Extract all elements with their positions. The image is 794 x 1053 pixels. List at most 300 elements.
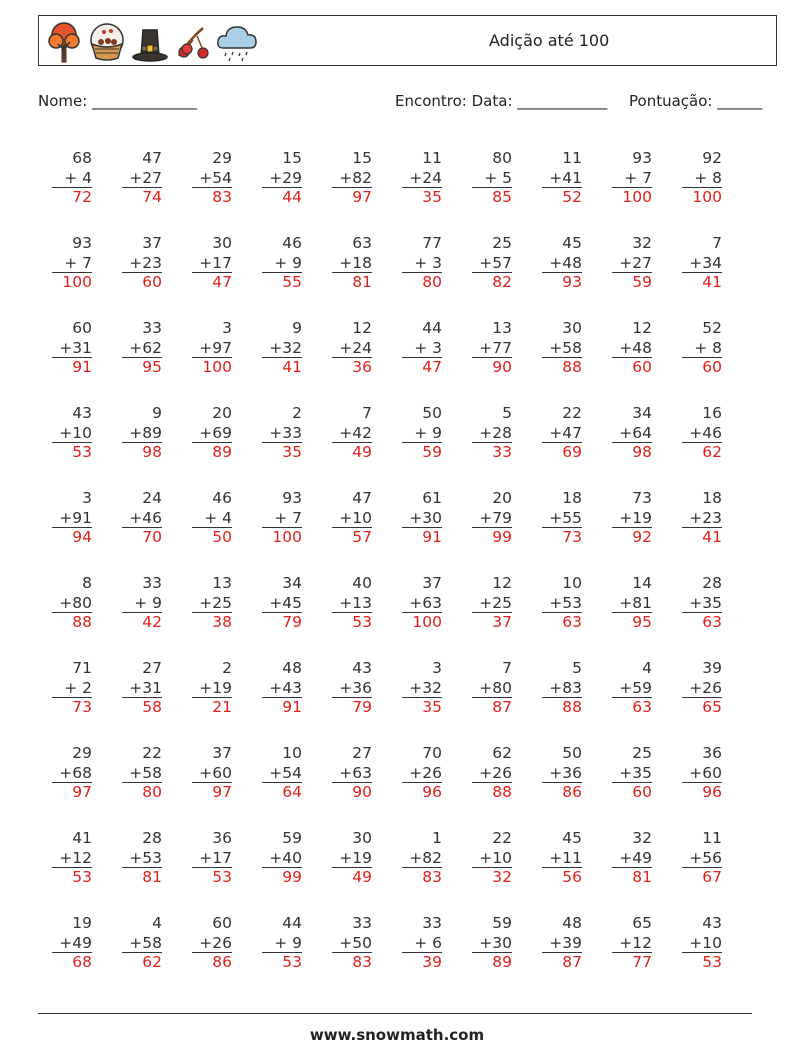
first-addend: 2 (292, 404, 302, 422)
first-addend: 10 (282, 744, 302, 762)
answer[interactable]: 81 (632, 868, 652, 886)
second-addend: +77 (479, 338, 512, 357)
first-addend: 50 (562, 744, 582, 762)
answer[interactable]: 60 (632, 358, 652, 376)
answer[interactable]: 68 (72, 953, 92, 971)
answer[interactable]: 77 (632, 953, 652, 971)
answer[interactable]: 95 (142, 358, 162, 376)
answer[interactable]: 44 (282, 188, 302, 206)
first-addend: 12 (632, 319, 652, 337)
answer[interactable]: 92 (632, 528, 652, 546)
problem-88 (542, 829, 582, 888)
second-addend: + 4 (204, 508, 232, 527)
second-addend: +26 (479, 763, 512, 782)
problem-2 (122, 149, 162, 208)
problem-11 (52, 234, 92, 293)
first-addend: 18 (562, 489, 582, 507)
sum-rule (542, 952, 582, 953)
second-addend: +25 (479, 593, 512, 612)
problem-44 (262, 489, 302, 548)
problem-46 (402, 489, 442, 548)
second-addend: + 8 (694, 168, 722, 187)
problem-85 (332, 829, 372, 888)
answer[interactable]: 96 (422, 783, 442, 801)
sum-rule (262, 612, 302, 613)
sum-rule (402, 612, 442, 613)
problem-98 (542, 914, 582, 973)
sum-rule (472, 782, 512, 783)
sum-rule (332, 187, 372, 188)
answer[interactable]: 59 (422, 443, 442, 461)
sum-rule (192, 272, 232, 273)
answer[interactable]: 88 (492, 783, 512, 801)
second-addend: +57 (479, 253, 512, 272)
sum-rule (682, 442, 722, 443)
answer[interactable]: 91 (422, 528, 442, 546)
sum-rule (402, 782, 442, 783)
problem-73 (192, 744, 232, 803)
second-addend: + 9 (414, 423, 442, 442)
first-addend: 47 (352, 489, 372, 507)
sum-rule (52, 952, 92, 953)
sum-rule (192, 527, 232, 528)
second-addend: +34 (689, 253, 722, 272)
answer[interactable]: 52 (562, 188, 582, 206)
first-addend: 29 (72, 744, 92, 762)
answer[interactable]: 89 (492, 953, 512, 971)
problem-74 (262, 744, 302, 803)
sum-rule (682, 272, 722, 273)
second-addend: +63 (339, 763, 372, 782)
first-addend: 70 (422, 744, 442, 762)
answer[interactable]: 58 (142, 698, 162, 716)
answer[interactable]: 82 (492, 273, 512, 291)
answer[interactable]: 86 (212, 953, 232, 971)
first-addend: 93 (632, 149, 652, 167)
answer[interactable]: 47 (422, 358, 442, 376)
problem-23 (192, 319, 232, 378)
problem-26 (402, 319, 442, 378)
first-addend: 13 (212, 574, 232, 592)
problem-7 (472, 149, 512, 208)
first-addend: 48 (282, 659, 302, 677)
first-addend: 62 (492, 744, 512, 762)
first-addend: 2 (222, 659, 232, 677)
second-addend: +56 (689, 848, 722, 867)
sum-rule (472, 527, 512, 528)
answer[interactable]: 60 (632, 783, 652, 801)
second-addend: +19 (199, 678, 232, 697)
answer[interactable]: 53 (702, 953, 722, 971)
second-addend: +89 (129, 423, 162, 442)
problem-80 (682, 744, 722, 803)
sum-rule (612, 527, 652, 528)
answer[interactable]: 35 (422, 188, 442, 206)
problem-66 (402, 659, 442, 718)
problem-96 (402, 914, 442, 973)
sum-rule (612, 612, 652, 613)
sum-rule (612, 187, 652, 188)
first-addend: 37 (422, 574, 442, 592)
answer[interactable]: 96 (702, 783, 722, 801)
answer[interactable]: 36 (352, 358, 372, 376)
answer[interactable]: 60 (702, 358, 722, 376)
second-addend: +39 (549, 933, 582, 952)
problem-45 (332, 489, 372, 548)
problem-69 (612, 659, 652, 718)
answer[interactable]: 83 (212, 188, 232, 206)
answer[interactable]: 88 (562, 698, 582, 716)
first-addend: 22 (562, 404, 582, 422)
second-addend: +81 (619, 593, 652, 612)
sum-rule (122, 527, 162, 528)
problem-48 (542, 489, 582, 548)
problem-6 (402, 149, 442, 208)
second-addend: +28 (479, 423, 512, 442)
second-addend: +17 (199, 253, 232, 272)
answer[interactable]: 80 (142, 783, 162, 801)
sum-rule (192, 612, 232, 613)
second-addend: + 7 (624, 168, 652, 187)
first-addend: 46 (282, 234, 302, 252)
first-addend: 30 (212, 234, 232, 252)
first-addend: 68 (72, 149, 92, 167)
answer[interactable]: 97 (72, 783, 92, 801)
answer[interactable]: 62 (702, 443, 722, 461)
answer[interactable]: 38 (212, 613, 232, 631)
second-addend: + 3 (414, 253, 442, 272)
answer[interactable]: 70 (142, 528, 162, 546)
sum-rule (402, 697, 442, 698)
answer[interactable]: 89 (212, 443, 232, 461)
sum-rule (402, 527, 442, 528)
first-addend: 7 (502, 659, 512, 677)
second-addend: +19 (619, 508, 652, 527)
first-addend: 22 (142, 744, 162, 762)
second-addend: + 2 (64, 678, 92, 697)
answer[interactable]: 94 (72, 528, 92, 546)
answer[interactable]: 73 (72, 698, 92, 716)
problem-60 (682, 574, 722, 633)
problem-4 (262, 149, 302, 208)
answer[interactable]: 53 (72, 868, 92, 886)
answer[interactable]: 35 (282, 443, 302, 461)
answer[interactable]: 53 (282, 953, 302, 971)
problem-16 (402, 234, 442, 293)
first-addend: 52 (702, 319, 722, 337)
meeting-date-field[interactable]: Encontro: Data: ____________ (395, 92, 608, 110)
answer[interactable]: 97 (212, 783, 232, 801)
problem-34 (262, 404, 302, 463)
second-addend: +97 (199, 338, 232, 357)
second-addend: +27 (129, 168, 162, 187)
problem-8 (542, 149, 582, 208)
sum-rule (262, 187, 302, 188)
sum-rule (612, 697, 652, 698)
answer[interactable]: 41 (282, 358, 302, 376)
answer[interactable]: 62 (142, 953, 162, 971)
answer[interactable]: 37 (492, 613, 512, 631)
answer[interactable]: 81 (142, 868, 162, 886)
problem-25 (332, 319, 372, 378)
sum-rule (192, 867, 232, 868)
answer[interactable]: 47 (212, 273, 232, 291)
sum-rule (262, 867, 302, 868)
problem-19 (612, 234, 652, 293)
second-addend: +60 (199, 763, 232, 782)
answer[interactable]: 87 (562, 953, 582, 971)
answer[interactable]: 39 (422, 953, 442, 971)
sum-rule (52, 442, 92, 443)
problem-43 (192, 489, 232, 548)
answer[interactable]: 57 (352, 528, 372, 546)
worksheet-title: Adição até 100 (489, 31, 610, 50)
sum-rule (472, 187, 512, 188)
answer[interactable]: 100 (62, 273, 92, 291)
second-addend: + 6 (414, 933, 442, 952)
first-addend: 14 (632, 574, 652, 592)
first-addend: 32 (632, 829, 652, 847)
answer[interactable]: 49 (352, 868, 372, 886)
answer[interactable]: 67 (702, 868, 722, 886)
answer[interactable]: 49 (352, 443, 372, 461)
answer[interactable]: 72 (72, 188, 92, 206)
second-addend: +79 (479, 508, 512, 527)
answer[interactable]: 99 (282, 868, 302, 886)
sum-rule (402, 187, 442, 188)
sum-rule (332, 612, 372, 613)
answer[interactable]: 100 (622, 188, 652, 206)
first-addend: 11 (562, 149, 582, 167)
answer[interactable]: 32 (492, 868, 512, 886)
answer[interactable]: 80 (422, 273, 442, 291)
first-addend: 39 (702, 659, 722, 677)
first-addend: 45 (562, 829, 582, 847)
sum-rule (472, 867, 512, 868)
second-addend: +58 (129, 933, 162, 952)
second-addend: +40 (269, 848, 302, 867)
sum-rule (262, 782, 302, 783)
answer[interactable]: 98 (142, 443, 162, 461)
first-addend: 92 (702, 149, 722, 167)
problem-72 (122, 744, 162, 803)
answer[interactable]: 88 (72, 613, 92, 631)
answer[interactable]: 73 (562, 528, 582, 546)
first-addend: 45 (562, 234, 582, 252)
sum-rule (472, 952, 512, 953)
second-addend: +10 (339, 508, 372, 527)
answer[interactable]: 64 (282, 783, 302, 801)
answer[interactable]: 83 (422, 868, 442, 886)
answer[interactable]: 79 (282, 613, 302, 631)
second-addend: +46 (689, 423, 722, 442)
second-addend: +45 (269, 593, 302, 612)
first-addend: 10 (562, 574, 582, 592)
answer[interactable]: 35 (422, 698, 442, 716)
second-addend: +32 (269, 338, 302, 357)
answer[interactable]: 100 (412, 613, 442, 631)
second-addend: +49 (619, 848, 652, 867)
first-addend: 12 (492, 574, 512, 592)
problem-29 (612, 319, 652, 378)
first-addend: 93 (72, 234, 92, 252)
second-addend: +23 (129, 253, 162, 272)
sum-rule (542, 697, 582, 698)
second-addend: +30 (479, 933, 512, 952)
footer-site[interactable]: www.snowmath.com (309, 1026, 485, 1044)
second-addend: +54 (269, 763, 302, 782)
first-addend: 4 (642, 659, 652, 677)
problem-36 (402, 404, 442, 463)
first-addend: 9 (292, 319, 302, 337)
answer[interactable]: 42 (142, 613, 162, 631)
sum-rule (682, 612, 722, 613)
answer[interactable]: 53 (72, 443, 92, 461)
sum-rule (612, 272, 652, 273)
answer[interactable]: 100 (272, 528, 302, 546)
second-addend: +26 (409, 763, 442, 782)
answer[interactable]: 69 (562, 443, 582, 461)
second-addend: +26 (199, 933, 232, 952)
second-addend: +10 (59, 423, 92, 442)
answer[interactable]: 21 (212, 698, 232, 716)
sum-rule (332, 697, 372, 698)
answer[interactable]: 65 (702, 698, 722, 716)
answer[interactable]: 53 (352, 613, 372, 631)
problem-24 (262, 319, 302, 378)
first-addend: 30 (352, 829, 372, 847)
first-addend: 59 (492, 914, 512, 932)
answer[interactable]: 56 (562, 868, 582, 886)
answer[interactable]: 41 (702, 528, 722, 546)
answer[interactable]: 74 (142, 188, 162, 206)
answer[interactable]: 91 (72, 358, 92, 376)
answer[interactable]: 33 (492, 443, 512, 461)
problem-12 (122, 234, 162, 293)
answer[interactable]: 93 (562, 273, 582, 291)
second-addend: + 4 (64, 168, 92, 187)
answer[interactable]: 88 (562, 358, 582, 376)
name-field[interactable]: Nome: ______________ (38, 92, 198, 110)
sum-rule (542, 867, 582, 868)
problem-75 (332, 744, 372, 803)
problem-76 (402, 744, 442, 803)
first-addend: 12 (352, 319, 372, 337)
problem-89 (612, 829, 652, 888)
problem-55 (332, 574, 372, 633)
answer[interactable]: 100 (692, 188, 722, 206)
first-addend: 33 (142, 319, 162, 337)
first-addend: 9 (152, 404, 162, 422)
sum-rule (682, 782, 722, 783)
answer[interactable]: 79 (352, 698, 372, 716)
answer[interactable]: 91 (282, 698, 302, 716)
problem-65 (332, 659, 372, 718)
sum-rule (52, 527, 92, 528)
answer[interactable]: 90 (492, 358, 512, 376)
first-addend: 28 (702, 574, 722, 592)
answer[interactable]: 60 (142, 273, 162, 291)
second-addend: +11 (549, 848, 582, 867)
first-addend: 20 (492, 489, 512, 507)
first-addend: 61 (422, 489, 442, 507)
problem-30 (682, 319, 722, 378)
sum-rule (332, 272, 372, 273)
sum-rule (682, 187, 722, 188)
problem-18 (542, 234, 582, 293)
sum-rule (52, 612, 92, 613)
answer[interactable]: 99 (492, 528, 512, 546)
problem-78 (542, 744, 582, 803)
problem-71 (52, 744, 92, 803)
answer[interactable]: 97 (352, 188, 372, 206)
problem-27 (472, 319, 512, 378)
answer[interactable]: 63 (632, 698, 652, 716)
first-addend: 44 (282, 914, 302, 932)
first-addend: 3 (82, 489, 92, 507)
first-addend: 43 (702, 914, 722, 932)
sum-rule (332, 867, 372, 868)
answer[interactable]: 63 (702, 613, 722, 631)
problem-57 (472, 574, 512, 633)
answer[interactable]: 86 (562, 783, 582, 801)
first-addend: 33 (142, 574, 162, 592)
answer[interactable]: 85 (492, 188, 512, 206)
answer[interactable]: 55 (282, 273, 302, 291)
sum-rule (542, 187, 582, 188)
problem-50 (682, 489, 722, 548)
second-addend: +54 (199, 168, 232, 187)
first-addend: 60 (72, 319, 92, 337)
sum-rule (52, 357, 92, 358)
answer[interactable]: 41 (702, 273, 722, 291)
sum-rule (192, 952, 232, 953)
answer[interactable]: 63 (562, 613, 582, 631)
second-addend: +12 (59, 848, 92, 867)
first-addend: 71 (72, 659, 92, 677)
second-addend: +26 (689, 678, 722, 697)
second-addend: +33 (269, 423, 302, 442)
first-addend: 4 (152, 914, 162, 932)
problem-35 (332, 404, 372, 463)
answer[interactable]: 53 (212, 868, 232, 886)
answer[interactable]: 98 (632, 443, 652, 461)
first-addend: 18 (702, 489, 722, 507)
first-addend: 16 (702, 404, 722, 422)
second-addend: +41 (549, 168, 582, 187)
second-addend: +35 (619, 763, 652, 782)
second-addend: +17 (199, 848, 232, 867)
first-addend: 3 (222, 319, 232, 337)
score-field[interactable]: Pontuação: ______ (629, 92, 763, 110)
answer[interactable]: 100 (202, 358, 232, 376)
second-addend: +48 (619, 338, 652, 357)
answer[interactable]: 59 (632, 273, 652, 291)
answer[interactable]: 50 (212, 528, 232, 546)
problem-91 (52, 914, 92, 973)
sum-rule (682, 867, 722, 868)
answer[interactable]: 83 (352, 953, 372, 971)
answer[interactable]: 95 (632, 613, 652, 631)
answer[interactable]: 81 (352, 273, 372, 291)
first-addend: 13 (492, 319, 512, 337)
problem-20 (682, 234, 722, 293)
answer[interactable]: 90 (352, 783, 372, 801)
answer[interactable]: 87 (492, 698, 512, 716)
first-addend: 40 (352, 574, 372, 592)
first-addend: 3 (432, 659, 442, 677)
problem-51 (52, 574, 92, 633)
